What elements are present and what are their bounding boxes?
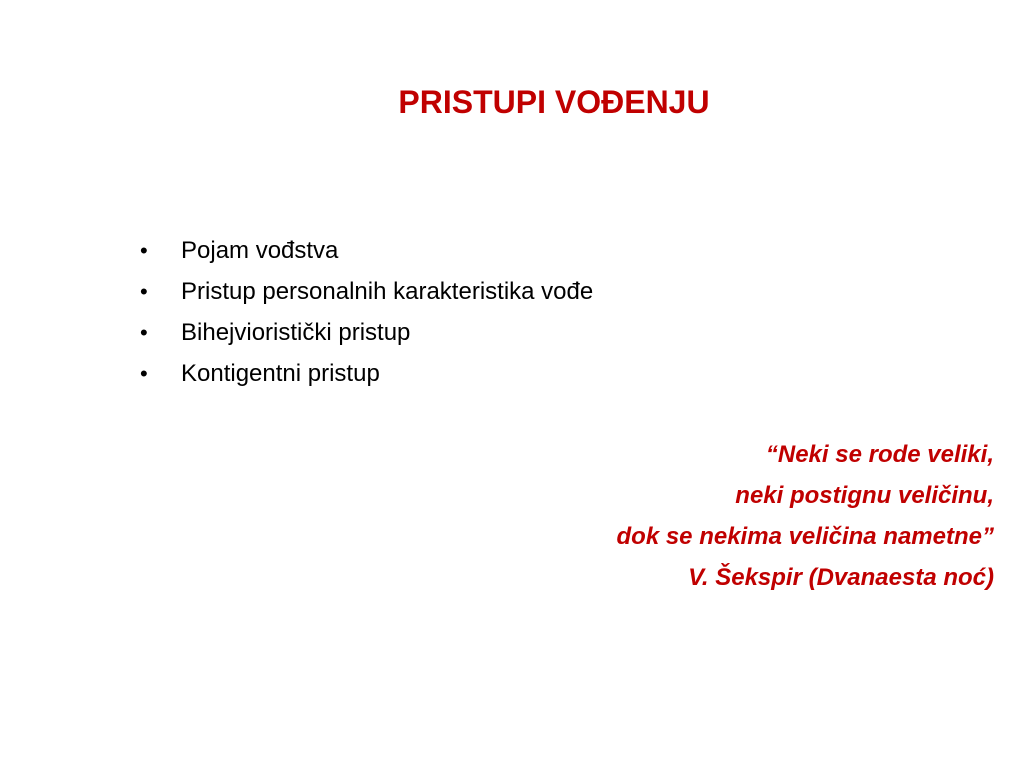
quote-line: dok se nekima veličina nametne” bbox=[616, 523, 994, 550]
list-item bbox=[140, 230, 593, 271]
list-item-text: Bihejvioristički pristup bbox=[181, 319, 411, 346]
bullet-icon: • bbox=[140, 320, 148, 345]
bullet-list bbox=[140, 230, 593, 394]
bullet-icon: • bbox=[140, 238, 148, 263]
list-item bbox=[140, 353, 593, 394]
quote-attribution: V. Šekspir (Dvanaesta noć) bbox=[688, 564, 994, 591]
quote-line: “Neki se rode veliki, bbox=[765, 441, 994, 468]
bullet-icon: • bbox=[140, 361, 148, 386]
quote-block bbox=[617, 434, 995, 598]
list-item bbox=[140, 271, 593, 312]
quote-line: neki postignu veličinu, bbox=[735, 482, 994, 509]
bullet-icon: • bbox=[140, 279, 148, 304]
slide-title: PRISTUPI VOĐENJU bbox=[398, 84, 710, 120]
list-item-text: Pojam vođstva bbox=[181, 237, 339, 264]
list-item bbox=[140, 312, 593, 353]
list-item-text: Pristup personalnih karakteristika vođe bbox=[181, 278, 594, 305]
list-item-text: Kontigentni pristup bbox=[181, 360, 380, 387]
